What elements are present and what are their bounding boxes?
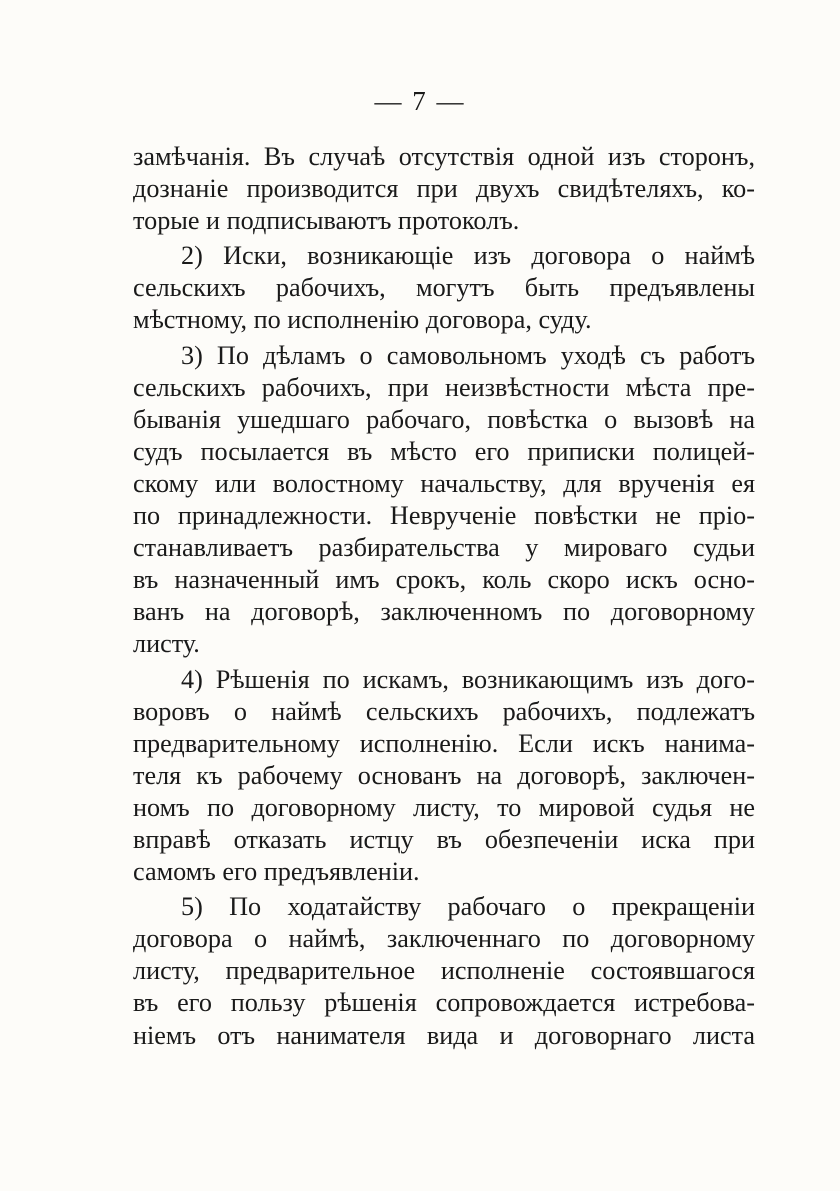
body-text	[133, 141, 755, 1052]
text-line: воровъ о наймѣ сельскихъ рабочихъ, подлежатъ	[133, 696, 755, 726]
text-line: листу.	[133, 629, 200, 659]
text-line: самомъ его предъявленіи.	[133, 857, 420, 887]
text-line: сельскихъ рабочихъ, могутъ быть предъявлены	[133, 273, 755, 303]
text-line: торые и подписываютъ протоколъ.	[133, 206, 520, 236]
text-line: мѣстному, по исполненію договора, суду.	[133, 305, 592, 335]
paragraph-item-5	[133, 891, 755, 1051]
text-line: ніемъ отъ нанимателя вида и договорнаго листа	[133, 1020, 755, 1050]
text-line: по принадлежности. Неврученіе повѣстки не пріо-	[133, 501, 755, 531]
text-line: 5) По ходатайству рабочаго о прекращеніи	[181, 892, 755, 922]
text-line: въ его пользу рѣшенія сопровождается истребова-	[133, 988, 755, 1018]
page-number: — 7 —	[374, 86, 466, 116]
text-line: 3) По дѣламъ о самовольномъ уходѣ съ работъ	[181, 340, 755, 370]
text-line: въ назначенный имъ срокъ, коль скоро искъ осно-	[133, 565, 755, 595]
text-line: быванія ушедшаго рабочаго, повѣстка о вызовѣ на	[133, 404, 755, 434]
text-line: договора о наймѣ, заключеннаго по договорному	[133, 924, 755, 954]
text-line: 2) Иски, возникающіе изъ договора о наймѣ	[181, 241, 755, 271]
text-line: вправѣ отказать истцу въ обезпеченіи иска при	[133, 824, 755, 854]
paragraph-item-4	[133, 664, 755, 889]
text-line: теля къ рабочему основанъ на договорѣ, заключен-	[133, 760, 755, 790]
text-line: предварительному исполненію. Если искъ нанима-	[133, 728, 755, 758]
paragraph-item-3	[133, 340, 755, 661]
text-line: номъ по договорному листу, то мировой судья не	[133, 792, 755, 822]
paragraph-item-2	[133, 240, 755, 336]
text-line: дознаніе производится при двухъ свидѣтеляхъ, ко-	[133, 174, 755, 204]
text-line: замѣчанія. Въ случаѣ отсутствія одной изъ сторонъ,	[133, 142, 755, 171]
text-line: станавливаетъ разбирательства у мироваго судьи	[133, 533, 755, 563]
text-line: скому или волостному начальству, для врученія ея	[133, 468, 755, 498]
text-line: 4) Рѣшенія по искамъ, возникающимъ изъ дого-	[181, 664, 755, 694]
paragraph-continuation	[133, 141, 755, 237]
text-line: судъ посылается въ мѣсто его приписки полицей-	[133, 436, 755, 466]
text-line: сельскихъ рабочихъ, при неизвѣстности мѣста пре-	[133, 372, 755, 402]
text-line: ванъ на договорѣ, заключенномъ по договорному	[133, 597, 755, 627]
text-line: листу, предварительное исполненіе состоявшагося	[133, 956, 755, 986]
